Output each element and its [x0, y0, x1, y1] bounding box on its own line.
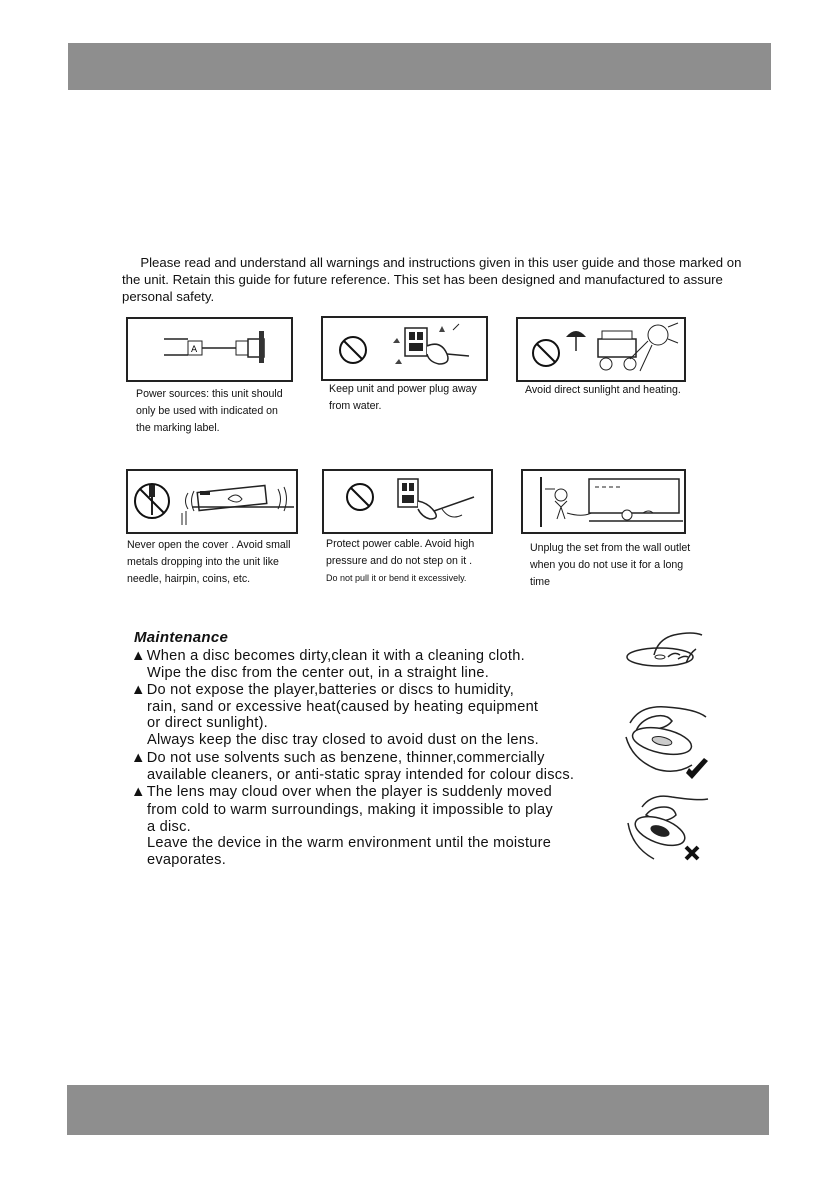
maintenance-line: Wipe the disc from the center out, in a straight line. [147, 665, 490, 681]
svg-text:A: A [191, 345, 198, 355]
header-bar [68, 43, 771, 90]
maintenance-bullet-4: ▲The lens may cloud over when the player is suddenly moved [131, 784, 552, 800]
maintenance-line: evaporates. [147, 852, 227, 868]
maintenance-line: a disc. [147, 819, 191, 835]
intro-paragraph: Please read and understand all warnings and instructions given in this user guide and those marked on the unit. Retain this guide for future reference. This set has been designed and manufactured to assure personal safety. [122, 255, 742, 304]
panel-caption: Power sources: this unit should only be used with indicated on the marking label. [136, 388, 283, 434]
maintenance-line: Leave the device in the warm environment until the moisture [147, 835, 552, 851]
bullet-triangle-icon: ▲ [131, 648, 146, 664]
panel-caption: Keep unit and power plug away from water. [329, 383, 477, 412]
panel-caption: Avoid direct sunlight and heating. [525, 384, 681, 396]
cable-panel [322, 469, 493, 534]
power-plug-icon [128, 319, 291, 380]
unplug-panel [521, 469, 686, 534]
sunlight-heat-icon [518, 319, 684, 380]
cross-icon [686, 847, 698, 859]
water-panel [321, 316, 488, 381]
maintenance-title: Maintenance [134, 629, 229, 646]
open-cover-panel [126, 469, 298, 534]
panel-caption: Never open the cover . Avoid small metals dropping into the unit like needle, hairpin, coins, etc. [127, 539, 291, 585]
maintenance-bullet-2: ▲Do not expose the player,batteries or discs to humidity, [131, 682, 515, 698]
unplug-icon [523, 471, 684, 532]
maintenance-line: rain, sand or excessive heat(caused by heating equipment [147, 699, 539, 715]
sunlight-panel [516, 317, 686, 382]
disc-handling-correct-icon [622, 697, 714, 783]
open-cover-icon [128, 471, 296, 532]
maintenance-line: available cleaners, or anti-static spray intended for colour discs. [147, 767, 575, 783]
cable-protect-icon [324, 471, 491, 532]
disc-handling-wrong-icon [622, 793, 714, 869]
maintenance-line: Always keep the disc tray closed to avoid dust on the lens. [147, 732, 539, 748]
panel-caption-extra: Do not pull it or bend it excessively. [326, 573, 467, 583]
panel-caption: Unplug the set from the wall outlet when you do not use it for a long time [530, 542, 691, 588]
panel-caption: Protect power cable. Avoid high pressure and do not step on it . [326, 538, 475, 567]
footer-bar [67, 1085, 769, 1135]
bullet-triangle-icon: ▲ [131, 784, 146, 800]
bullet-triangle-icon: ▲ [131, 682, 146, 698]
disc-cleaning-icon [624, 627, 704, 671]
maintenance-line: or direct sunlight). [147, 715, 268, 731]
maintenance-line: from cold to warm surroundings, making it impossible to play [147, 802, 553, 818]
maintenance-bullet-1: ▲When a disc becomes dirty,clean it with a cleaning cloth. [131, 648, 525, 664]
power-source-panel [126, 317, 293, 382]
maintenance-bullet-3: ▲Do not use solvents such as benzene, thinner,commercially [131, 750, 545, 766]
water-plug-icon [323, 318, 486, 379]
check-icon [686, 758, 708, 779]
bullet-triangle-icon: ▲ [131, 750, 146, 766]
